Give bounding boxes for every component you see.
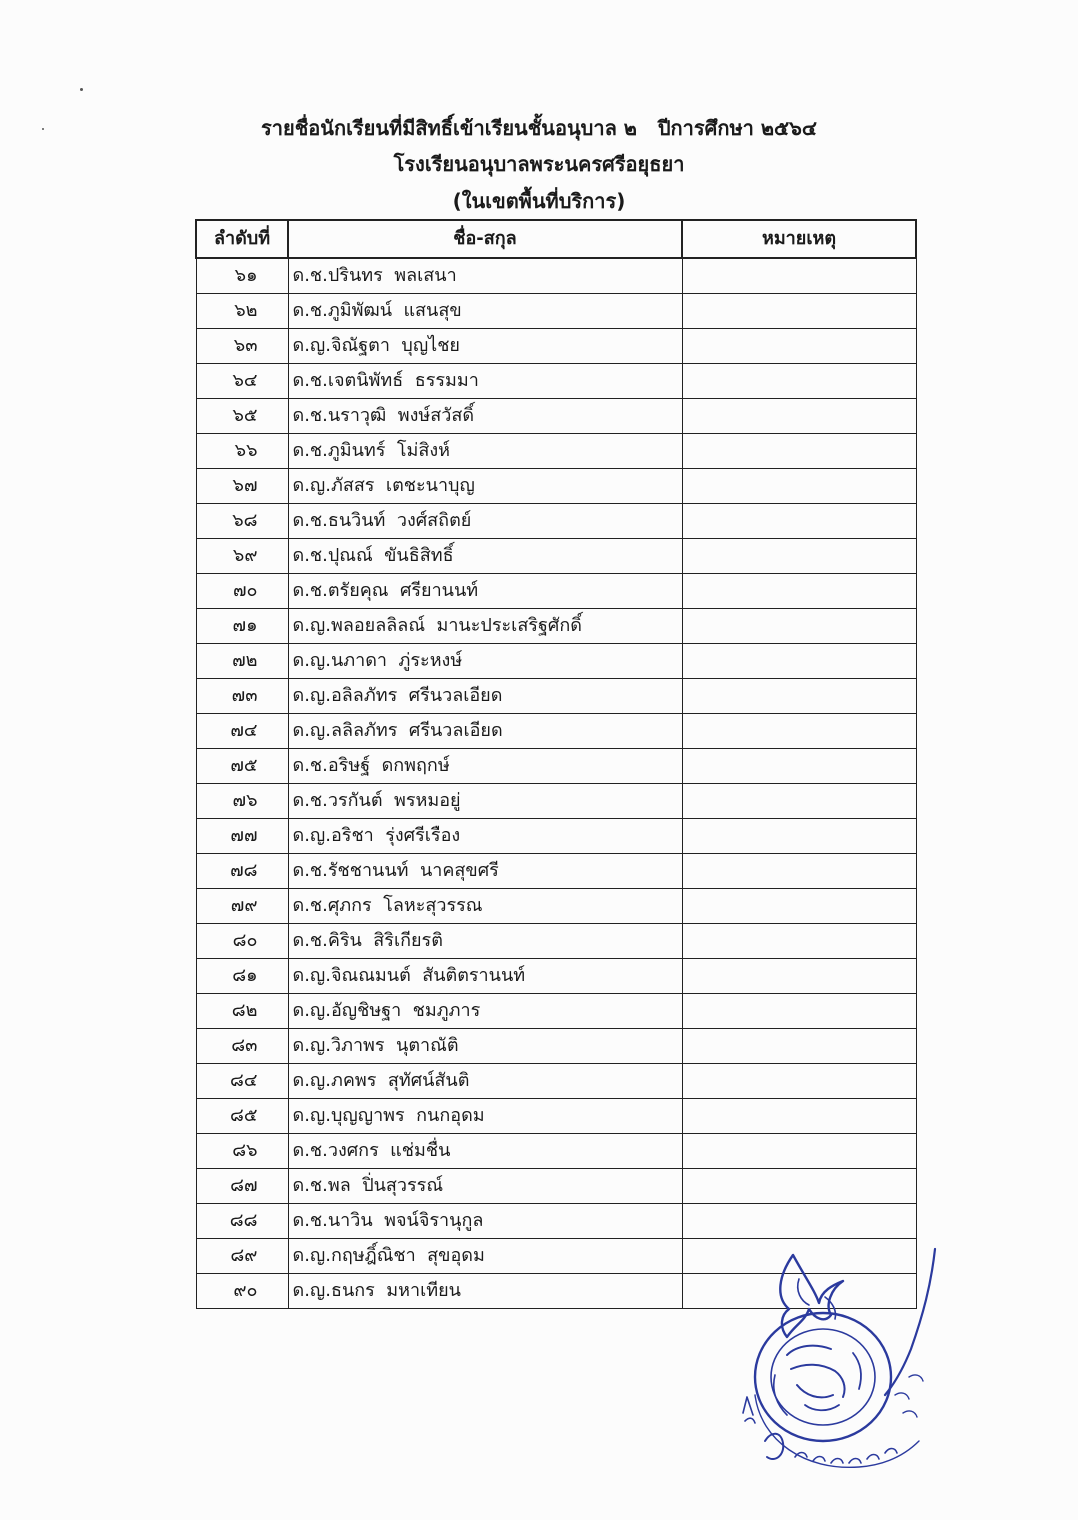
student-name-cell: ด.ช.ตรัยคุณ ศรียานนท์ xyxy=(288,574,682,609)
row-number-cell: ๗๓ xyxy=(196,679,288,714)
document-title: รายชื่อนักเรียนที่มีสิทธิ์เข้าเรียนชั้นอนุบาล ๒ ปีการศึกษา ๒๕๖๔ xyxy=(261,116,817,140)
remark-cell xyxy=(682,644,916,679)
table-row xyxy=(196,959,916,994)
column-header-name: ชื่อ-สกุล xyxy=(288,220,682,258)
remark-cell xyxy=(682,889,916,924)
table-row xyxy=(196,364,916,399)
student-name-cell: ด.ช.รัชชานนท์ นาคสุขศรี xyxy=(288,854,682,889)
student-name-cell: ด.ช.นราวุฒิ พงษ์สวัสดิ์ xyxy=(288,399,682,434)
remark-cell xyxy=(682,1169,916,1204)
row-number-cell: ๘๔ xyxy=(196,1064,288,1099)
row-number-cell: ๗๒ xyxy=(196,644,288,679)
table-row xyxy=(196,329,916,364)
table-row xyxy=(196,679,916,714)
student-name-cell: ด.ช.วงศกร แช่มชื่น xyxy=(288,1134,682,1169)
student-name-cell: ด.ญ.จิณัฐตา บุญไชย xyxy=(288,329,682,364)
table-row xyxy=(196,714,916,749)
table-row xyxy=(196,399,916,434)
remark-cell xyxy=(682,539,916,574)
row-number-cell: ๗๖ xyxy=(196,784,288,819)
remark-cell xyxy=(682,714,916,749)
table-row xyxy=(196,1134,916,1169)
row-number-cell: ๖๓ xyxy=(196,329,288,364)
row-number-cell: ๖๕ xyxy=(196,399,288,434)
table-row xyxy=(196,1029,916,1064)
table-row xyxy=(196,784,916,819)
student-name-cell: ด.ญ.อลิลภัทร ศรีนวลเอียด xyxy=(288,679,682,714)
row-number-cell: ๘๒ xyxy=(196,994,288,1029)
table-row xyxy=(196,1169,916,1204)
table-row xyxy=(196,609,916,644)
table-row xyxy=(196,1204,916,1239)
table-row xyxy=(196,644,916,679)
student-name-cell: ด.ญ.จิณณมนต์ สันติตรานนท์ xyxy=(288,959,682,994)
table-body xyxy=(196,258,916,1309)
table-row xyxy=(196,889,916,924)
row-number-cell: ๘๙ xyxy=(196,1239,288,1274)
student-name-cell: ด.ช.วรกันต์ พรหมอยู่ xyxy=(288,784,682,819)
row-number-cell: ๘๐ xyxy=(196,924,288,959)
row-number-cell: ๖๔ xyxy=(196,364,288,399)
row-number-cell: ๖๘ xyxy=(196,504,288,539)
row-number-cell: ๘๖ xyxy=(196,1134,288,1169)
remark-cell xyxy=(682,784,916,819)
student-name-cell: ด.ช.ภูมิพัฒน์ แสนสุข xyxy=(288,294,682,329)
row-number-cell: ๘๗ xyxy=(196,1169,288,1204)
remark-cell xyxy=(682,504,916,539)
row-number-cell: ๗๙ xyxy=(196,889,288,924)
student-name-cell: ด.ญ.กฤษฎิ์ณิชา สุขอุดม xyxy=(288,1239,682,1274)
row-number-cell: ๗๔ xyxy=(196,714,288,749)
remark-cell xyxy=(682,1099,916,1134)
student-name-cell: ด.ช.นาวิน พจน์จิรานุกูล xyxy=(288,1204,682,1239)
remark-cell xyxy=(682,574,916,609)
remark-cell xyxy=(682,679,916,714)
student-name-cell: ด.ญ.บุญญาพร กนกอุดม xyxy=(288,1099,682,1134)
remark-cell xyxy=(682,924,916,959)
student-name-cell: ด.ช.ธนวินท์ วงศ์สถิตย์ xyxy=(288,504,682,539)
remark-cell xyxy=(682,399,916,434)
row-number-cell: ๖๗ xyxy=(196,469,288,504)
remark-cell xyxy=(682,749,916,784)
table-header-row xyxy=(196,220,916,258)
row-number-cell: ๖๙ xyxy=(196,539,288,574)
table-row xyxy=(196,924,916,959)
row-number-cell: ๖๑ xyxy=(196,258,288,294)
student-name-cell: ด.ช.ภูมินทร์ โม่สิงห์ xyxy=(288,434,682,469)
row-number-cell: ๗๐ xyxy=(196,574,288,609)
table-row xyxy=(196,854,916,889)
student-name-cell: ด.ญ.นภาดา ภู่ระหงษ์ xyxy=(288,644,682,679)
remark-cell xyxy=(682,1029,916,1064)
student-name-cell: ด.ช.ปรินทร พลเสนา xyxy=(288,258,682,294)
table-row xyxy=(196,994,916,1029)
student-name-cell: ด.ญ.ธนกร มหาเทียน xyxy=(288,1274,682,1309)
row-number-cell: ๗๕ xyxy=(196,749,288,784)
remark-cell xyxy=(682,364,916,399)
student-name-cell: ด.ช.ปุณณ์ ขันธิสิทธิ์ xyxy=(288,539,682,574)
student-name-cell: ด.ญ.วิภาพร นุตาณัติ xyxy=(288,1029,682,1064)
student-name-cell: ด.ญ.อัญชิษฐา ชมภูภาร xyxy=(288,994,682,1029)
row-number-cell: ๖๖ xyxy=(196,434,288,469)
column-header-remark: หมายเหตุ xyxy=(682,220,916,258)
row-number-cell: ๗๘ xyxy=(196,854,288,889)
student-name-cell: ด.ญ.ภคพร สุทัศน์สันติ xyxy=(288,1064,682,1099)
table-row xyxy=(196,574,916,609)
table-row xyxy=(196,434,916,469)
row-number-cell: ๘๘ xyxy=(196,1204,288,1239)
table-row xyxy=(196,749,916,784)
school-name: โรงเรียนอนุบาลพระนครศรีอยุธยา xyxy=(393,152,685,176)
remark-cell xyxy=(682,434,916,469)
table-row xyxy=(196,258,916,294)
row-number-cell: ๘๕ xyxy=(196,1099,288,1134)
remark-cell xyxy=(682,1134,916,1169)
remark-cell xyxy=(682,819,916,854)
student-name-cell: ด.ช.อริษฐ์ ดกพฤกษ์ xyxy=(288,749,682,784)
student-name-cell: ด.ช.เจตนิพัทธ์ ธรรมมา xyxy=(288,364,682,399)
student-name-cell: ด.ช.ศุภกร โลหะสุวรรณ xyxy=(288,889,682,924)
student-name-cell: ด.ช.คิริน สิริเกียรติ xyxy=(288,924,682,959)
remark-cell xyxy=(682,959,916,994)
table-row xyxy=(196,1064,916,1099)
table-row xyxy=(196,469,916,504)
row-number-cell: ๙๐ xyxy=(196,1274,288,1309)
student-roster-table xyxy=(195,219,917,1309)
remark-cell xyxy=(682,854,916,889)
student-name-cell: ด.ญ.ลลิลภัทร ศรีนวลเอียด xyxy=(288,714,682,749)
student-name-cell: ด.ญ.ภัสสร เตชะนาบุญ xyxy=(288,469,682,504)
table-row xyxy=(196,294,916,329)
scan-speck xyxy=(80,88,83,91)
column-header-number: ลำดับที่ xyxy=(196,220,288,258)
remark-cell xyxy=(682,994,916,1029)
row-number-cell: ๖๒ xyxy=(196,294,288,329)
remark-cell xyxy=(682,329,916,364)
row-number-cell: ๗๗ xyxy=(196,819,288,854)
table-row xyxy=(196,1099,916,1134)
remark-cell xyxy=(682,469,916,504)
remark-cell xyxy=(682,258,916,294)
student-name-cell: ด.ญ.พลอยลลิลณ์ มานะประเสริฐศักดิ์ xyxy=(288,609,682,644)
row-number-cell: ๗๑ xyxy=(196,609,288,644)
table-row xyxy=(196,539,916,574)
student-name-cell: ด.ญ.อริชา รุ่งศรีเรือง xyxy=(288,819,682,854)
row-number-cell: ๘๑ xyxy=(196,959,288,994)
student-name-cell: ด.ช.พล ปิ่นสุวรรณ์ xyxy=(288,1169,682,1204)
table-row xyxy=(196,819,916,854)
row-number-cell: ๘๓ xyxy=(196,1029,288,1064)
remark-cell xyxy=(682,609,916,644)
remark-cell xyxy=(682,1204,916,1239)
remark-cell xyxy=(682,294,916,329)
table-row xyxy=(196,504,916,539)
service-area-note: (ในเขตพื้นที่บริการ) xyxy=(452,189,626,213)
remark-cell xyxy=(682,1064,916,1099)
school-seal-stamp xyxy=(735,1245,965,1480)
